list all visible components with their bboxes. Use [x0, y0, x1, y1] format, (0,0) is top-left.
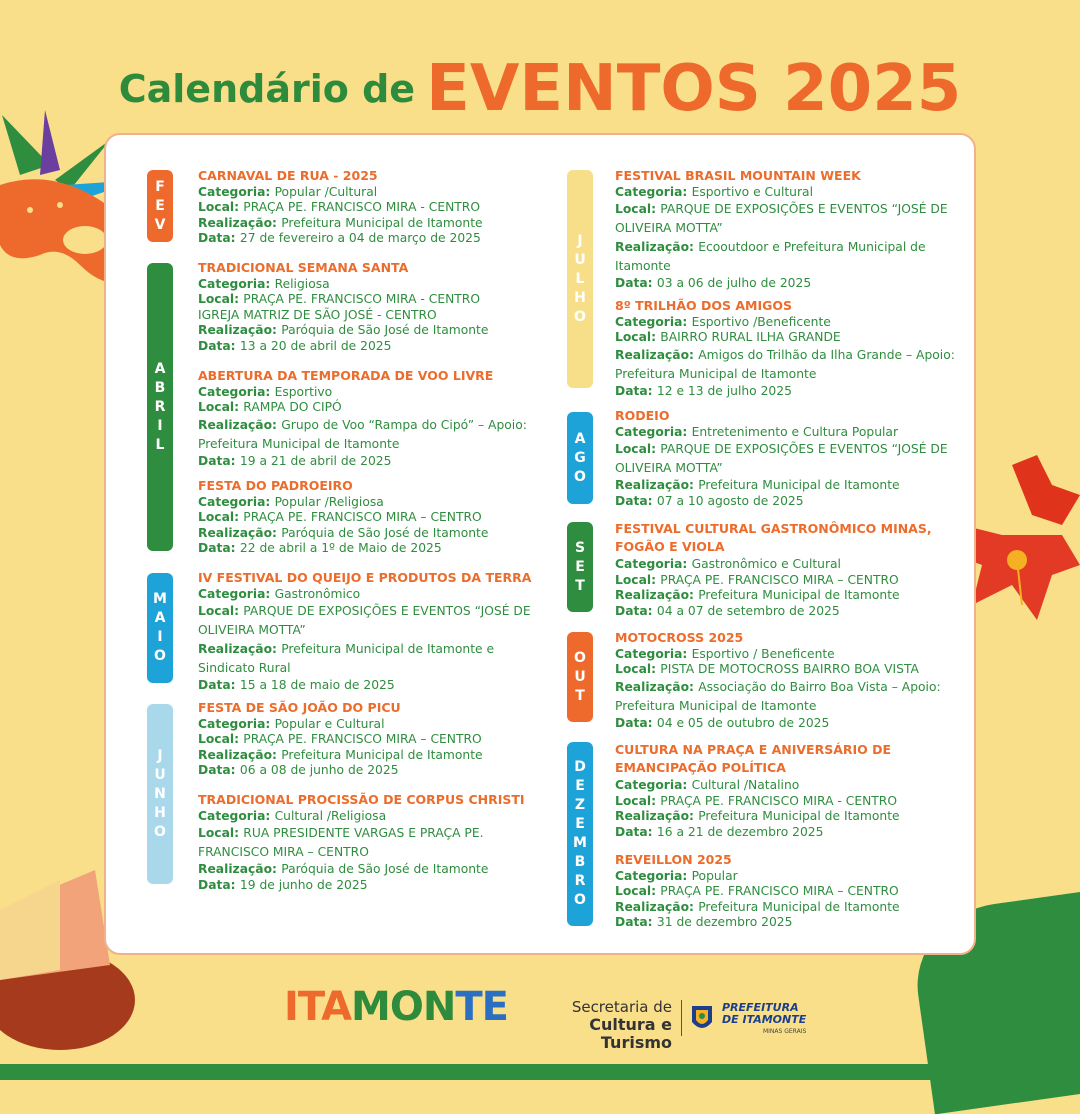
- title-part1: Calendário de: [118, 67, 416, 111]
- event-carnaval: CARNAVAL DE RUA - 2025 Categoria: Popular /Cultural Local: PRAÇA PE. FRANCISCO MIRA - CENTRO Realização: Prefeitura Municipal de Itamonte Data: 27 de fevereiro a 04 de março de 2025: [198, 168, 483, 245]
- event-voo-livre: ABERTURA DA TEMPORADA DE VOO LIVRE Categoria: Esportivo Local: RAMPA DO CIPÓ Realização: Grupo de Voo “Rampa do Cipó” – Apoio: Prefeitura Municipal de Itamonte Data: 19 a 21 de abril de 2025: [198, 368, 527, 468]
- page-title: [0, 52, 1080, 126]
- month-dezembro: D E Z E M B R O: [567, 742, 593, 926]
- event-sao-joao: FESTA DE SÃO JOÃO DO PICU Categoria: Popular e Cultural Local: PRAÇA PE. FRANCISCO MIRA – CENTRO Realização: Prefeitura Municipal de Itamonte Data: 06 a 08 de junho de 2025: [198, 700, 483, 777]
- city-seal-icon: [688, 1002, 716, 1034]
- event-trilhao: 8º TRILHÃO DOS AMIGOS Categoria: Esportivo /Beneficente Local: BAIRRO RURAL ILHA GRANDE Realização: Amigos do Trilhão da Ilha Grande – Apoio: Prefeitura Municipal de Itamonte Data: 12 e 13 de julho 2025: [615, 298, 955, 398]
- itamonte-logo: ITAMONTE: [284, 984, 508, 1030]
- event-queijo: IV FESTIVAL DO QUEIJO E PRODUTOS DA TERRA Categoria: Gastronômico Local: PARQUE DE EXPOSIÇÕES E EVENTOS “JOSÉ DE OLIVEIRA MOTTA” Realização: Prefeitura Municipal de Itamonte e Sindicato Rural Data: 15 a 18 de maio de 2025: [198, 570, 532, 692]
- event-padroeiro: FESTA DO PADROEIRO Categoria: Popular /Religiosa Local: PRAÇA PE. FRANCISCO MIRA – CENTRO Realização: Paróquia de São José de Itamonte Data: 22 de abril a 1º de Maio de 2025: [198, 478, 489, 555]
- event-reveillon: REVEILLON 2025 Categoria: Popular Local: PRAÇA PE. FRANCISCO MIRA – CENTRO Realização: Prefeitura Municipal de Itamonte Data: 31 de dezembro 2025: [615, 852, 900, 929]
- event-cultura-praca: CULTURA NA PRAÇA E ANIVERSÁRIO DE EMANCIPAÇÃO POLÍTICA Categoria: Cultural /Natalino Local: PRAÇA PE. FRANCISCO MIRA - CENTRO Realização: Prefeitura Municipal de Itamonte Data: 16 a 21 de dezembro 2025: [615, 742, 900, 839]
- event-corpus-christi: TRADICIONAL PROCISSÃO DE CORPUS CHRISTI Categoria: Cultural /Religiosa Local: RUA PRESIDENTE VARGAS E PRAÇA PE. FRANCISCO MIRA – CENTRO Realização: Paróquia de São José de Itamonte Data: 19 de junho de 2025: [198, 792, 525, 892]
- event-mountain-week: FESTIVAL BRASIL MOUNTAIN WEEK Categoria: Esportivo e Cultural Local: PARQUE DE EXPOSIÇÕES E EVENTOS “JOSÉ DE OLIVEIRA MOTTA” Realização: Ecooutdoor e Prefeitura Municipal de Itamonte Data: 03 a 06 de julho de 2025: [615, 168, 948, 290]
- secretaria-label: Secretaria de Cultura e Turismo: [571, 998, 672, 1052]
- month-julho: J U L H O: [567, 170, 593, 388]
- month-abril: A B R I L: [147, 263, 173, 551]
- month-out: O U T: [567, 632, 593, 722]
- month-set: S E T: [567, 522, 593, 612]
- event-fogao-viola: FESTIVAL CULTURAL GASTRONÔMICO MINAS, FOGÃO E VIOLA Categoria: Gastronômico e Cultural Local: PRAÇA PE. FRANCISCO MIRA – CENTRO Realização: Prefeitura Municipal de Itamonte Data: 04 a 07 de setembro de 2025: [615, 521, 932, 618]
- footer-divider: [681, 1000, 682, 1036]
- month-fev: F E V: [147, 170, 173, 242]
- event-motocross: MOTOCROSS 2025 Categoria: Esportivo / Beneficente Local: PISTA DE MOTOCROSS BAIRRO BOA VISTA Realização: Associação do Bairro Boa Vista – Apoio: Prefeitura Municipal de Itamonte Data: 04 e 05 de outubro de 2025: [615, 630, 941, 730]
- month-ago: A G O: [567, 412, 593, 504]
- bottom-strip: [0, 1064, 1080, 1080]
- event-semana-santa: TRADICIONAL SEMANA SANTA Categoria: Religiosa Local: PRAÇA PE. FRANCISCO MIRA - CENTRO IGREJA MATRIZ DE SÃO JOSÉ - CENTRO Realização: Paróquia de São José de Itamonte Data: 13 a 20 de abril de 2025: [198, 260, 489, 353]
- event-rodeio: RODEIO Categoria: Entretenimento e Cultura Popular Local: PARQUE DE EXPOSIÇÕES E EVENTOS “JOSÉ DE OLIVEIRA MOTTA” Realização: Prefeitura Municipal de Itamonte Data: 07 a 10 agosto de 2025: [615, 408, 948, 508]
- month-junho: J U N H O: [147, 704, 173, 884]
- title-part2: EVENTOS 2025: [426, 52, 962, 126]
- month-maio: M A I O: [147, 573, 173, 683]
- prefeitura-logo: PREFEITURA DE ITAMONTE MINAS GERAIS: [722, 1001, 807, 1035]
